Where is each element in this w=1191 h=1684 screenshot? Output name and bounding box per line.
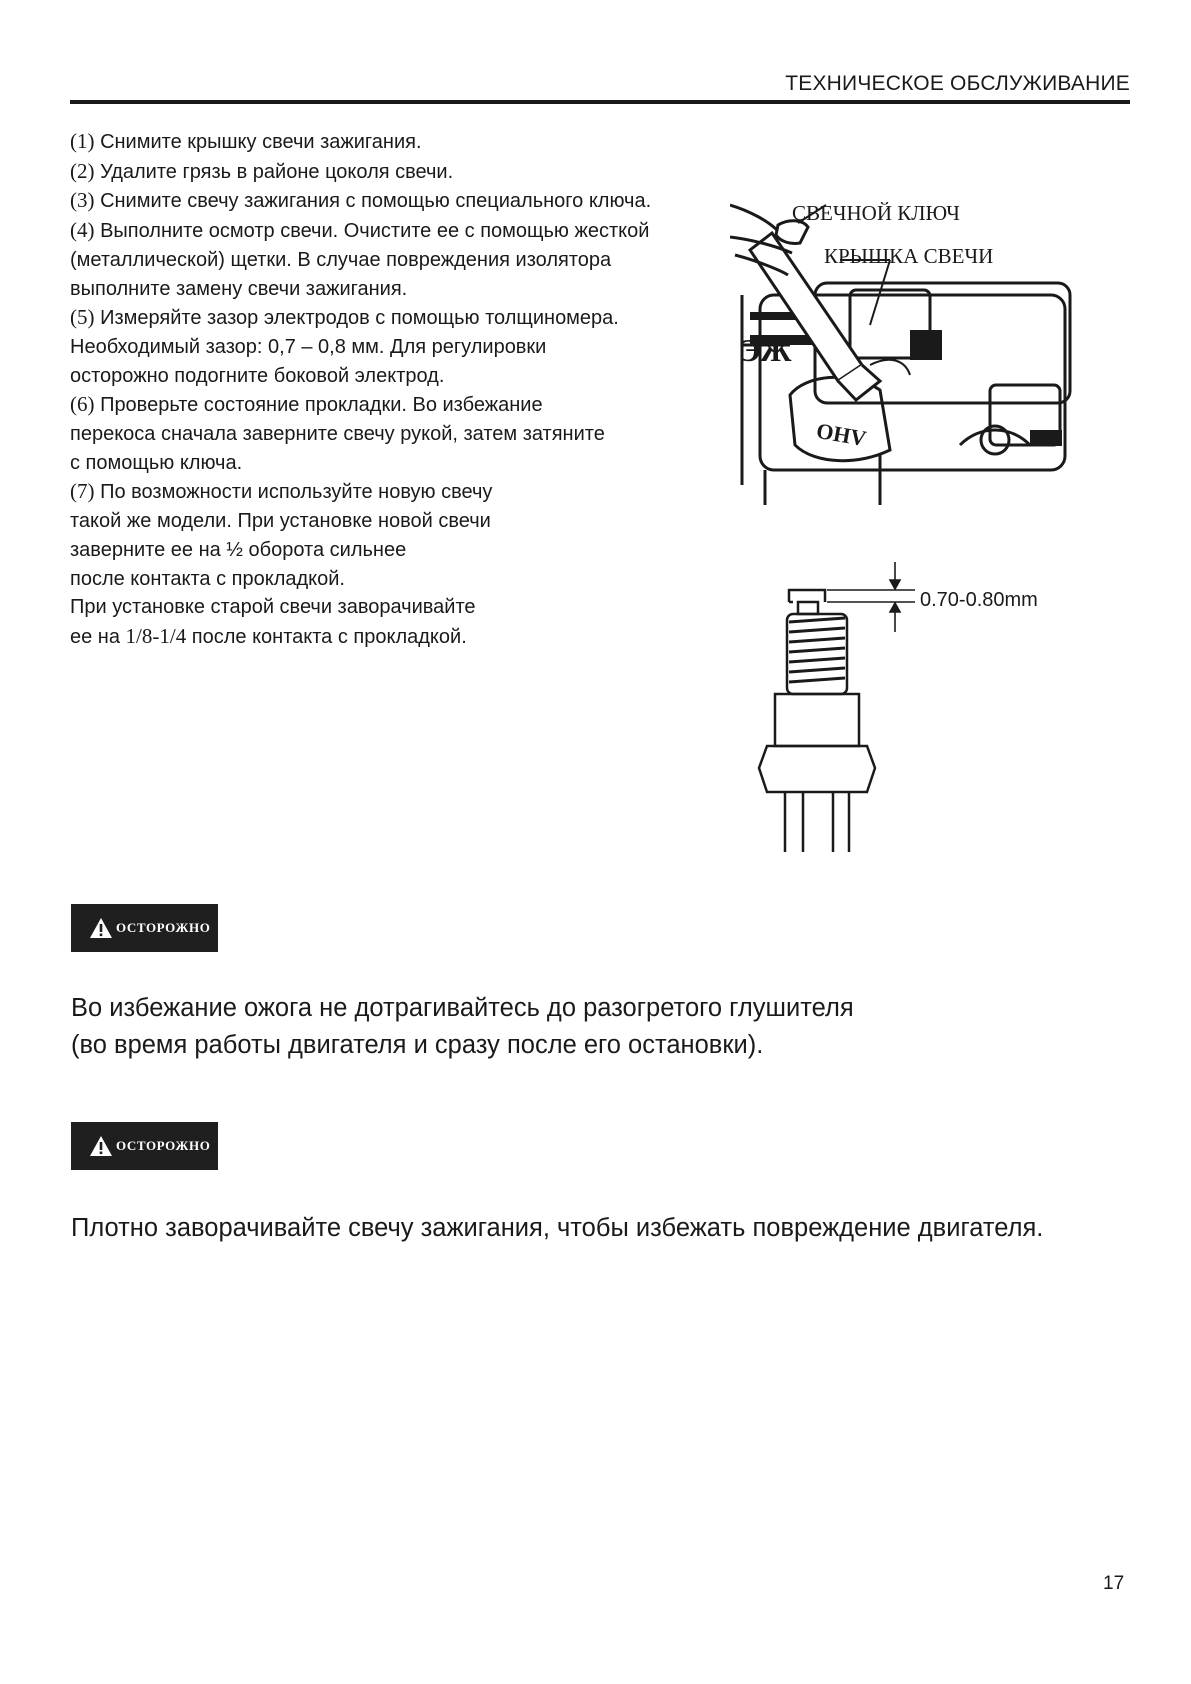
step-5-line-3: осторожно подогните боковой электрод. xyxy=(70,364,445,387)
page-number: 17 xyxy=(1103,1573,1125,1594)
section-title: ТЕХНИЧЕСКОЕ ОБСЛУЖИВАНИЕ xyxy=(785,72,1130,95)
step-5-line-2: Необходимый зазор: 0,7 – 0,8 мм. Для регулировки xyxy=(70,335,547,358)
page-header xyxy=(70,70,1130,104)
warning-triangle-icon xyxy=(89,917,113,939)
caution-1-line-2: (во время работы двигателя и сразу после его остановки). xyxy=(71,1031,764,1059)
step-7-line-4: после контакта с прокладкой. xyxy=(70,567,345,590)
step-7-line-5: При установке старой свечи заворачивайте xyxy=(70,596,476,619)
engine-mark-ohv: OHV xyxy=(814,417,869,452)
warning-triangle-icon xyxy=(89,1135,113,1157)
step-4-line-2: (металлической) щетки. В случае повреждения изолятора xyxy=(70,248,612,271)
step-5-line-1: (5) Измеряйте зазор электродов с помощью толщиномера. xyxy=(70,305,619,330)
caution-label: ОСТОРОЖНО xyxy=(116,920,211,935)
step-6-line-3: с помощью ключа. xyxy=(70,451,243,474)
label-spark-plug-wrench: СВЕЧНОЙ КЛЮЧ xyxy=(792,201,960,225)
step-2-line-1: (2) Удалите грязь в районе цоколя свечи. xyxy=(70,158,454,183)
caution-1-line-1: Во избежание ожога не дотрагивайтесь до разогретого глушителя xyxy=(71,994,854,1022)
engine-plug-removal-illustration xyxy=(730,195,1085,515)
caution-label: ОСТОРОЖНО xyxy=(116,1138,211,1153)
caution-2-line-1: Плотно заворачивайте свечу зажигания, чтобы избежать повреждение двигателя. xyxy=(71,1214,1044,1242)
step-7-line-2: такой же модели. При установке новой свечи xyxy=(70,510,491,533)
step-1-line-1: (1) Снимите крышку свечи зажигания. xyxy=(70,129,422,153)
caution-text-1 xyxy=(71,990,1131,1064)
step-3-line-1: (3) Снимите свечу зажигания с помощью специального ключа. xyxy=(70,188,652,213)
engine-mark-model: ЭЖ xyxy=(739,332,792,368)
instruction-list xyxy=(70,127,740,652)
step-4-line-1: (4) Выполните осмотр свечи. Очистите ее с помощью жесткой xyxy=(70,218,650,243)
gap-measurement-label: 0.70-0.80mm xyxy=(920,589,1038,611)
step-7-line-1: (7) По возможности используйте новую свечу xyxy=(70,479,493,504)
step-7-line-6: ее на 1/8-1/4 после контакта с прокладкой. xyxy=(70,623,467,648)
caution-badge-1 xyxy=(71,904,218,952)
spark-plug-gap-illustration xyxy=(745,562,1075,862)
step-6-line-2: перекоса сначала заверните свечу рукой, затем затяните xyxy=(70,423,605,446)
caution-text-2 xyxy=(71,1210,1131,1247)
step-7-line-3: заверните ее на ½ оборота сильнее xyxy=(70,538,407,561)
caution-badge-2 xyxy=(71,1122,218,1170)
step-6-line-1: (6) Проверьте состояние прокладки. Во избежание xyxy=(70,392,543,417)
label-spark-plug-cap: КРЫШКА СВЕЧИ xyxy=(824,244,994,268)
step-4-line-3: выполните замену свечи зажигания. xyxy=(70,277,408,300)
